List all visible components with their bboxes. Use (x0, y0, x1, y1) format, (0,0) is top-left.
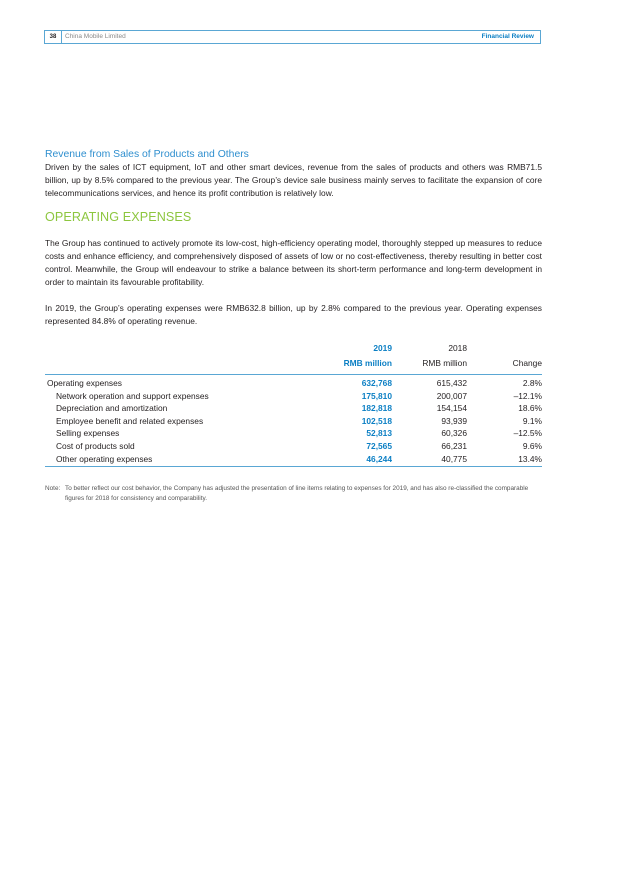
row-change: 18.6% (518, 403, 542, 414)
table-header-units (45, 355, 542, 371)
row-change: –12.1% (513, 390, 542, 401)
row-label: Employee benefit and related expenses (56, 415, 204, 426)
row-value-2018: 60,326 (441, 428, 467, 439)
row-value-2019: 46,244 (366, 453, 392, 464)
opex-section-title: OPERATING EXPENSES (45, 210, 192, 224)
row-value-2018: 615,432 (436, 378, 467, 388)
row-label: Network operation and support expenses (56, 390, 209, 401)
section-name: Financial Review (481, 33, 534, 40)
table-header-years (45, 341, 542, 355)
col-2019-unit: RMB million (343, 358, 392, 368)
table-row (45, 390, 542, 403)
col-2018-unit: RMB million (422, 358, 467, 368)
sales-paragraph: Driven by the sales of ICT equipment, IoT and other smart devices, revenue from the sales of products and others was RMB71.5 billion, up by 8.5% compared to the previous year. The Group’s device sale business mainly serves to facilitate the expansion of core telecommunications services, and hence its profit contribution is relatively low. (45, 162, 542, 198)
table-bottom-rule (45, 466, 542, 467)
row-value-2018: 93,939 (441, 415, 467, 426)
row-change: 9.1% (522, 415, 542, 426)
row-label: Cost of products sold (56, 440, 135, 451)
row-value-2019: 102,518 (361, 415, 392, 426)
row-change: 2.8% (522, 378, 542, 388)
table-row (45, 453, 542, 466)
table-row (45, 440, 542, 453)
row-change: 9.6% (522, 440, 542, 451)
row-label: Operating expenses (47, 378, 122, 388)
row-value-2018: 66,231 (441, 440, 467, 451)
row-change: 13.4% (518, 453, 542, 464)
row-value-2018: 154,154 (436, 403, 467, 414)
opex-paragraph-2: In 2019, the Group’s operating expenses were RMB632.8 billion, up by 2.8% compared to the previous year. Operating expenses represented 84.8% of operating revenue. (45, 303, 542, 326)
footnote-tag: Note: (45, 485, 61, 492)
col-change-header: Change (512, 358, 542, 368)
table-top-rule (45, 374, 542, 375)
row-value-2019: 72,565 (366, 440, 392, 451)
row-value-2019: 182,818 (361, 403, 392, 414)
footnote-text: To better reflect our cost behavior, the Company has adjusted the presentation of line items relating to expenses for 2019, and has also re-classified the comparable figures for 2018 for consistency and comparability. (65, 485, 529, 502)
col-2018-year: 2018 (448, 343, 467, 353)
row-change: –12.5% (513, 428, 542, 439)
row-label: Depreciation and amortization (56, 403, 168, 414)
col-2019-year: 2019 (373, 343, 392, 353)
table-row (45, 402, 542, 415)
row-value-2019: 52,813 (366, 428, 392, 439)
page-number: 38 (45, 31, 62, 43)
row-value-2019: 632,768 (361, 378, 392, 388)
table-row (45, 377, 542, 390)
table-row (45, 415, 542, 428)
row-value-2018: 40,775 (441, 453, 467, 464)
row-value-2018: 200,007 (436, 390, 467, 401)
row-label: Other operating expenses (56, 453, 153, 464)
operating-expenses-table (45, 341, 542, 467)
page-header (44, 30, 541, 44)
company-name: China Mobile Limited (65, 33, 126, 40)
row-value-2019: 175,810 (361, 390, 392, 401)
table-row (45, 427, 542, 440)
sales-section-title: Revenue from Sales of Products and Others (45, 149, 249, 160)
footnote (45, 484, 542, 503)
row-label: Selling expenses (56, 428, 120, 439)
opex-paragraph-1: The Group has continued to actively promote its low-cost, high-efficiency operating model, thoroughly stepped up measures to reduce costs and enhance efficiency, and comprehensively disposed of assets of low or no cost-effectiveness, thereby resulting in better cost control. Meanwhile, the Group will endeavour to strike a balance between its short-term performance and long-term development in order to maintain its favourable profitability. (45, 238, 542, 287)
